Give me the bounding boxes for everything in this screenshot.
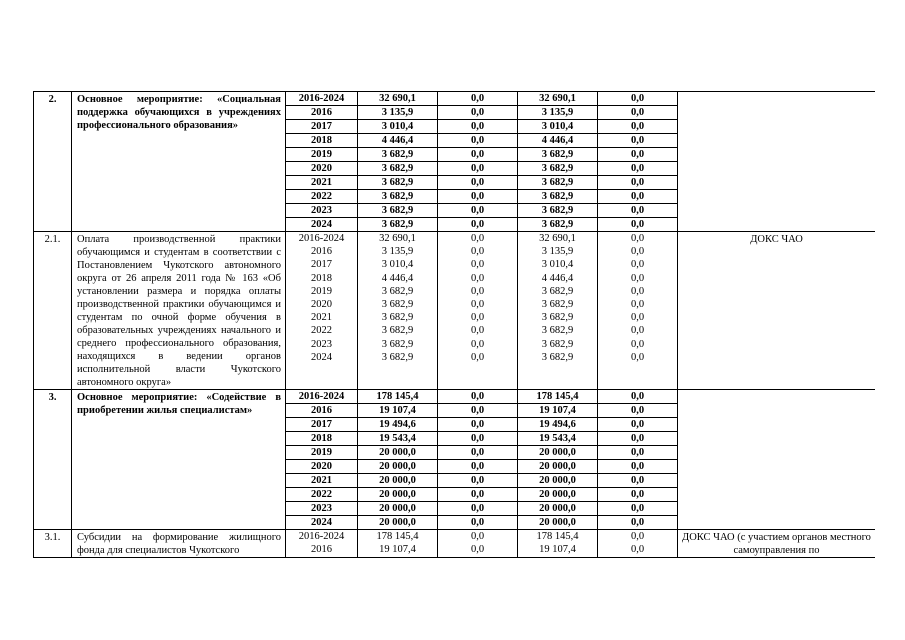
total-cell: 20 000,0 bbox=[379, 517, 416, 528]
year-cell: 2017 bbox=[286, 418, 357, 432]
other-cell: 0,0 bbox=[630, 312, 645, 324]
other-cell: 0,0 bbox=[630, 233, 645, 244]
year-list bbox=[286, 390, 357, 529]
total-cell: 3 682,9 bbox=[358, 176, 437, 190]
total-cell: 19 107,4 bbox=[358, 404, 437, 418]
okrug-cell: 20 000,0 bbox=[518, 446, 597, 460]
year-cell: 2020 bbox=[286, 162, 357, 176]
federal-cell: 0,0 bbox=[438, 404, 517, 418]
total-column bbox=[358, 232, 438, 390]
total-column bbox=[358, 530, 438, 558]
total-cell: 19 107,4 bbox=[379, 544, 416, 556]
federal-cell: 0,0 bbox=[438, 106, 517, 120]
federal-cell: 0,0 bbox=[470, 285, 485, 297]
total-cell: 3 135,9 bbox=[358, 106, 437, 120]
federal-cell: 0,0 bbox=[438, 474, 517, 488]
federal-cell: 0,0 bbox=[438, 418, 517, 432]
total-cell: 19 494,6 bbox=[358, 418, 437, 432]
year-list bbox=[286, 232, 357, 364]
table-row bbox=[34, 530, 876, 558]
federal-cell: 0,0 bbox=[438, 204, 517, 218]
responsible-executor: ДОКС ЧАО (с участием органов местного самоуправления по bbox=[678, 530, 876, 558]
other-cell: 0,0 bbox=[630, 298, 645, 310]
other-cell: 0,0 bbox=[630, 338, 645, 350]
okrug-cell: 4 446,4 bbox=[541, 272, 574, 284]
year-cell: 2016-2024 bbox=[286, 390, 357, 404]
federal-cell: 0,0 bbox=[438, 488, 517, 502]
federal-column bbox=[438, 530, 518, 558]
federal-cell: 0,0 bbox=[470, 298, 485, 310]
other-list bbox=[598, 232, 677, 364]
total-cell: 3 682,9 bbox=[358, 204, 437, 218]
year-cell: 2024 bbox=[311, 219, 332, 230]
federal-column bbox=[438, 232, 518, 390]
other-cell: 0,0 bbox=[598, 190, 677, 204]
other-cell: 0,0 bbox=[598, 404, 677, 418]
okrug-cell: 4 446,4 bbox=[518, 134, 597, 148]
year-cell: 2018 bbox=[311, 272, 332, 284]
federal-cell: 0,0 bbox=[438, 176, 517, 190]
okrug-list bbox=[518, 390, 597, 529]
responsible-executor: ДОКС ЧАО bbox=[678, 232, 876, 390]
total-cell: 3 682,9 bbox=[358, 190, 437, 204]
year-cell: 2023 bbox=[311, 338, 332, 350]
total-cell: 3 010,4 bbox=[381, 259, 414, 271]
okrug-cell: 3 135,9 bbox=[518, 106, 597, 120]
total-list bbox=[358, 232, 437, 364]
federal-cell: 0,0 bbox=[438, 446, 517, 460]
total-cell: 3 682,9 bbox=[381, 298, 414, 310]
federal-cell: 0,0 bbox=[438, 92, 517, 106]
okrug-cell: 32 690,1 bbox=[518, 92, 597, 106]
other-cell: 0,0 bbox=[598, 120, 677, 134]
federal-cell: 0,0 bbox=[438, 134, 517, 148]
year-cell: 2022 bbox=[286, 190, 357, 204]
total-cell: 3 682,9 bbox=[381, 285, 414, 297]
responsible-executor bbox=[678, 92, 876, 232]
federal-cell: 0,0 bbox=[438, 460, 517, 474]
other-cell: 0,0 bbox=[598, 474, 677, 488]
year-cell: 2016-2024 bbox=[298, 233, 345, 244]
row-number: 3. bbox=[34, 390, 72, 530]
okrug-cell: 19 107,4 bbox=[518, 404, 597, 418]
year-cell: 2023 bbox=[286, 204, 357, 218]
responsible-executor bbox=[678, 390, 876, 530]
table-row bbox=[34, 92, 876, 232]
row-number: 2.1. bbox=[34, 232, 72, 390]
other-cell: 0,0 bbox=[630, 517, 645, 528]
other-cell: 0,0 bbox=[630, 351, 645, 363]
federal-list bbox=[438, 92, 517, 231]
other-cell: 0,0 bbox=[598, 148, 677, 162]
okrug-cell: 3 682,9 bbox=[518, 162, 597, 176]
okrug-cell: 3 010,4 bbox=[541, 259, 574, 271]
other-cell: 0,0 bbox=[630, 272, 645, 284]
okrug-cell: 3 682,9 bbox=[518, 148, 597, 162]
federal-cell: 0,0 bbox=[470, 544, 485, 556]
okrug-cell: 20 000,0 bbox=[518, 460, 597, 474]
other-cell: 0,0 bbox=[598, 390, 677, 404]
okrug-cell: 3 135,9 bbox=[541, 246, 574, 258]
activity-description: Основное мероприятие: «Содействие в приобретении жилья специалистам» bbox=[72, 390, 286, 530]
total-cell: 20 000,0 bbox=[358, 474, 437, 488]
total-cell: 178 145,4 bbox=[376, 531, 419, 542]
other-cell: 0,0 bbox=[598, 460, 677, 474]
federal-cell: 0,0 bbox=[470, 325, 485, 337]
other-cell: 0,0 bbox=[598, 134, 677, 148]
okrug-cell: 3 682,9 bbox=[518, 176, 597, 190]
other-column bbox=[598, 92, 678, 232]
year-cell: 2022 bbox=[311, 325, 332, 337]
other-cell: 0,0 bbox=[630, 285, 645, 297]
federal-cell: 0,0 bbox=[438, 120, 517, 134]
year-cell: 2019 bbox=[311, 285, 332, 297]
okrug-list bbox=[518, 232, 597, 364]
federal-cell: 0,0 bbox=[470, 259, 485, 271]
year-cell: 2018 bbox=[286, 134, 357, 148]
okrug-cell: 20 000,0 bbox=[539, 517, 576, 528]
total-list bbox=[358, 390, 437, 529]
federal-list bbox=[438, 232, 517, 364]
year-cell: 2019 bbox=[286, 148, 357, 162]
year-cell: 2021 bbox=[286, 176, 357, 190]
okrug-column bbox=[518, 92, 598, 232]
okrug-cell: 19 543,4 bbox=[518, 432, 597, 446]
year-cell: 2020 bbox=[286, 460, 357, 474]
total-cell: 3 010,4 bbox=[358, 120, 437, 134]
okrug-cell: 3 010,4 bbox=[518, 120, 597, 134]
total-cell: 178 145,4 bbox=[358, 390, 437, 404]
okrug-column bbox=[518, 232, 598, 390]
activity-description: Субсидии на формирование жилищного фонда для специалистов Чукотского bbox=[72, 530, 286, 558]
okrug-cell: 3 682,9 bbox=[541, 312, 574, 324]
total-column bbox=[358, 92, 438, 232]
row-number: 2. bbox=[34, 92, 72, 232]
okrug-column bbox=[518, 390, 598, 530]
total-cell: 4 446,4 bbox=[358, 134, 437, 148]
year-column bbox=[286, 390, 358, 530]
year-cell: 2018 bbox=[286, 432, 357, 446]
okrug-cell: 3 682,9 bbox=[541, 285, 574, 297]
total-cell: 20 000,0 bbox=[358, 502, 437, 516]
other-cell: 0,0 bbox=[598, 432, 677, 446]
federal-cell: 0,0 bbox=[470, 219, 485, 230]
federal-cell: 0,0 bbox=[438, 502, 517, 516]
federal-cell: 0,0 bbox=[470, 246, 485, 258]
total-cell: 3 682,9 bbox=[381, 338, 414, 350]
federal-cell: 0,0 bbox=[470, 351, 485, 363]
total-cell: 4 446,4 bbox=[381, 272, 414, 284]
federal-list bbox=[438, 390, 517, 529]
year-list bbox=[286, 530, 357, 556]
year-cell: 2017 bbox=[311, 259, 332, 271]
total-cell: 3 682,9 bbox=[381, 312, 414, 324]
other-cell: 0,0 bbox=[630, 246, 645, 258]
other-cell: 0,0 bbox=[630, 544, 645, 556]
other-list bbox=[598, 92, 677, 231]
year-cell: 2020 bbox=[311, 298, 332, 310]
other-cell: 0,0 bbox=[630, 325, 645, 337]
year-cell: 2019 bbox=[286, 446, 357, 460]
year-cell: 2022 bbox=[286, 488, 357, 502]
okrug-cell: 3 682,9 bbox=[518, 204, 597, 218]
total-cell: 3 682,9 bbox=[358, 148, 437, 162]
other-column bbox=[598, 530, 678, 558]
year-cell: 2016 bbox=[286, 404, 357, 418]
federal-cell: 0,0 bbox=[470, 233, 485, 244]
okrug-cell: 178 145,4 bbox=[536, 531, 579, 542]
activity-description: Основное мероприятие: «Социальная поддержка обучающихся в учреждениях профессионального образования» bbox=[72, 92, 286, 232]
other-cell: 0,0 bbox=[598, 446, 677, 460]
other-cell: 0,0 bbox=[598, 418, 677, 432]
federal-cell: 0,0 bbox=[470, 517, 485, 528]
federal-cell: 0,0 bbox=[470, 312, 485, 324]
year-column bbox=[286, 530, 358, 558]
other-cell: 0,0 bbox=[598, 106, 677, 120]
year-cell: 2021 bbox=[311, 312, 332, 324]
okrug-cell: 20 000,0 bbox=[518, 488, 597, 502]
other-cell: 0,0 bbox=[598, 162, 677, 176]
federal-list bbox=[438, 530, 517, 556]
total-cell: 3 682,9 bbox=[381, 219, 414, 230]
federal-cell: 0,0 bbox=[438, 190, 517, 204]
okrug-cell: 32 690,1 bbox=[539, 233, 576, 244]
row-number: 3.1. bbox=[34, 530, 72, 558]
okrug-cell: 3 682,9 bbox=[541, 325, 574, 337]
other-cell: 0,0 bbox=[598, 488, 677, 502]
other-cell: 0,0 bbox=[630, 531, 645, 542]
other-cell: 0,0 bbox=[598, 92, 677, 106]
other-list bbox=[598, 390, 677, 529]
okrug-cell: 3 682,9 bbox=[541, 351, 574, 363]
activity-description: Оплата производственной практики обучающимся и студентам в соответствии с Постановлением Чукотского автономного округа от 26 апреля 2011 года № 163 «Об установлении размера и порядка оплаты производственной практики обучающимся и студентам по очной форме обучения в образовательных учреждениях начального и среднего профессионального образования, находящихся в ведении органов исполнительной власти Чукотского автономного округа» bbox=[72, 232, 286, 390]
year-cell: 2017 bbox=[286, 120, 357, 134]
okrug-cell: 3 682,9 bbox=[518, 190, 597, 204]
other-cell: 0,0 bbox=[630, 259, 645, 271]
year-cell: 2021 bbox=[286, 474, 357, 488]
total-cell: 3 682,9 bbox=[381, 351, 414, 363]
other-cell: 0,0 bbox=[598, 204, 677, 218]
total-cell: 19 543,4 bbox=[358, 432, 437, 446]
total-cell: 20 000,0 bbox=[358, 446, 437, 460]
table-row bbox=[34, 390, 876, 530]
other-cell: 0,0 bbox=[598, 176, 677, 190]
year-cell: 2023 bbox=[286, 502, 357, 516]
total-list bbox=[358, 92, 437, 231]
okrug-cell: 3 682,9 bbox=[541, 219, 574, 230]
okrug-cell: 19 107,4 bbox=[539, 544, 576, 556]
year-cell: 2024 bbox=[311, 517, 332, 528]
okrug-cell: 3 682,9 bbox=[541, 298, 574, 310]
federal-cell: 0,0 bbox=[438, 148, 517, 162]
okrug-cell: 20 000,0 bbox=[518, 474, 597, 488]
document-page bbox=[33, 91, 875, 596]
okrug-cell: 178 145,4 bbox=[518, 390, 597, 404]
federal-cell: 0,0 bbox=[438, 432, 517, 446]
federal-cell: 0,0 bbox=[470, 531, 485, 542]
year-cell: 2024 bbox=[311, 351, 332, 363]
federal-column bbox=[438, 92, 518, 232]
okrug-cell: 19 494,6 bbox=[518, 418, 597, 432]
federal-cell: 0,0 bbox=[438, 162, 517, 176]
year-cell: 2016-2024 bbox=[286, 92, 357, 106]
other-cell: 0,0 bbox=[630, 219, 645, 230]
total-cell: 3 135,9 bbox=[381, 246, 414, 258]
total-cell: 32 690,1 bbox=[379, 233, 416, 244]
year-cell: 2016 bbox=[286, 106, 357, 120]
federal-column bbox=[438, 390, 518, 530]
other-list bbox=[598, 530, 677, 556]
total-cell: 32 690,1 bbox=[358, 92, 437, 106]
year-cell: 2016 bbox=[311, 544, 332, 556]
okrug-list bbox=[518, 530, 597, 556]
table-row bbox=[34, 232, 876, 390]
year-column bbox=[286, 232, 358, 390]
total-cell: 20 000,0 bbox=[358, 460, 437, 474]
federal-cell: 0,0 bbox=[470, 272, 485, 284]
other-column bbox=[598, 390, 678, 530]
total-cell: 3 682,9 bbox=[381, 325, 414, 337]
year-list bbox=[286, 92, 357, 231]
okrug-cell: 3 682,9 bbox=[541, 338, 574, 350]
total-cell: 3 682,9 bbox=[358, 162, 437, 176]
program-table bbox=[33, 91, 875, 558]
year-cell: 2016 bbox=[311, 246, 332, 258]
other-column bbox=[598, 232, 678, 390]
total-column bbox=[358, 390, 438, 530]
okrug-column bbox=[518, 530, 598, 558]
total-cell: 20 000,0 bbox=[358, 488, 437, 502]
okrug-list bbox=[518, 92, 597, 231]
federal-cell: 0,0 bbox=[438, 390, 517, 404]
year-column bbox=[286, 92, 358, 232]
other-cell: 0,0 bbox=[598, 502, 677, 516]
total-list bbox=[358, 530, 437, 556]
okrug-cell: 20 000,0 bbox=[518, 502, 597, 516]
year-cell: 2016-2024 bbox=[298, 531, 345, 542]
federal-cell: 0,0 bbox=[470, 338, 485, 350]
